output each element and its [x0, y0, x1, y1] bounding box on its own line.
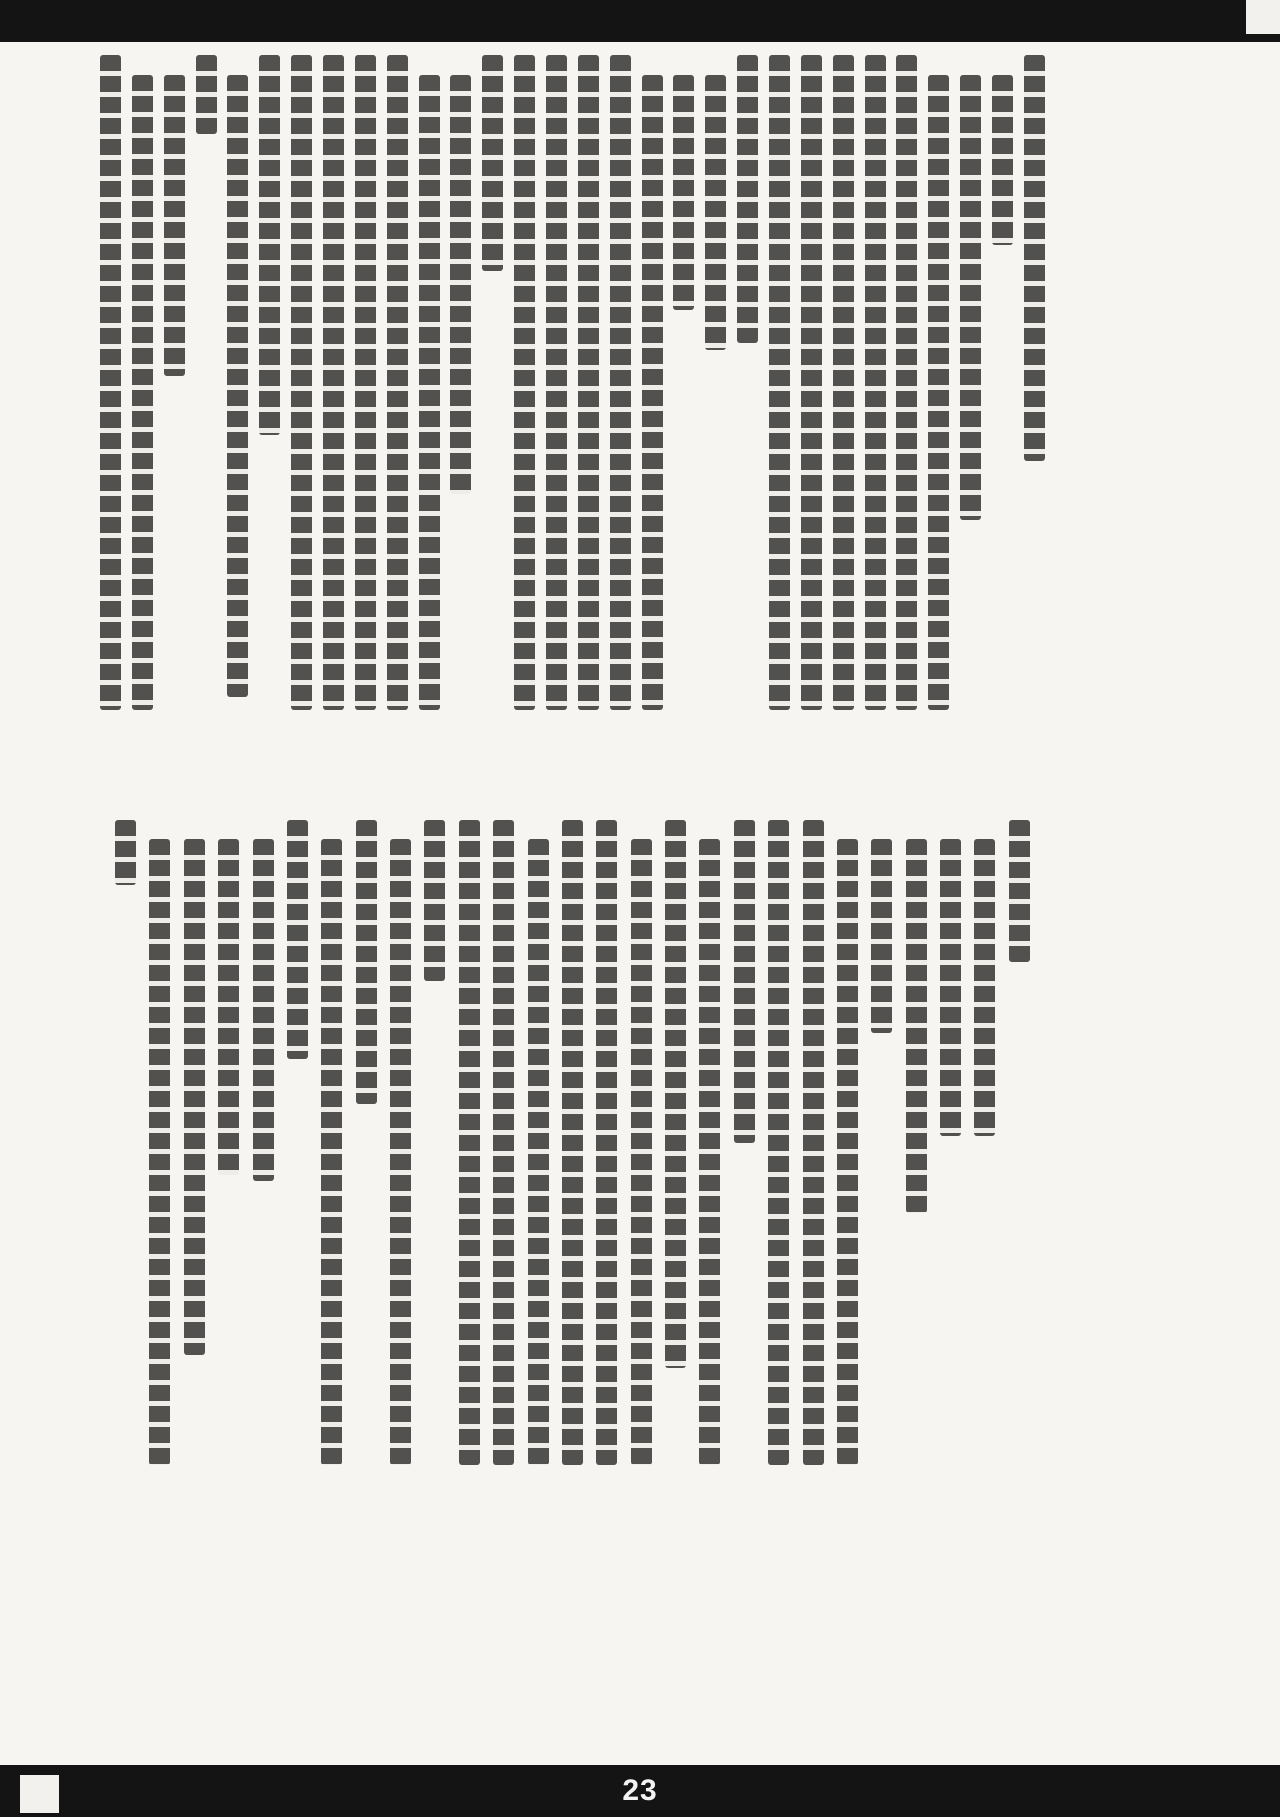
text-column-redacted [610, 55, 631, 710]
text-column-redacted [768, 820, 789, 1465]
text-column-redacted [287, 820, 308, 1465]
text-column-redacted [940, 820, 961, 1465]
text-column-redacted [115, 820, 136, 1465]
text-column-redacted [1009, 820, 1030, 1465]
text-column-redacted [419, 55, 440, 710]
text-column-redacted [699, 820, 720, 1465]
text-column-redacted [1024, 55, 1045, 710]
text-column-redacted [734, 820, 755, 1465]
text-column-redacted [928, 55, 949, 710]
text-column-redacted [837, 820, 858, 1465]
text-column-redacted [149, 820, 170, 1465]
text-column-redacted [769, 55, 790, 710]
text-column-redacted [323, 55, 344, 710]
text-column-redacted [424, 820, 445, 1465]
text-column-redacted [164, 55, 185, 710]
text-column-redacted [906, 820, 927, 1465]
page-number: 23 [622, 1774, 658, 1807]
text-column-redacted [631, 820, 652, 1465]
text-column-redacted [227, 55, 248, 710]
text-column-redacted [737, 55, 758, 710]
text-column-redacted [321, 820, 342, 1465]
text-column-redacted [196, 55, 217, 710]
text-column-redacted [355, 55, 376, 710]
text-column-redacted [546, 55, 567, 710]
text-column-redacted [896, 55, 917, 710]
text-column-redacted [865, 55, 886, 710]
text-column-redacted [960, 55, 981, 710]
text-column-redacted [673, 55, 694, 710]
top-border-bar [0, 0, 1280, 42]
text-column-redacted [218, 820, 239, 1465]
text-column-redacted [801, 55, 822, 710]
text-column-redacted [387, 55, 408, 710]
corner-notch-bottom-left [20, 1775, 59, 1813]
text-column-redacted [974, 820, 995, 1465]
text-column-redacted [459, 820, 480, 1465]
text-column-redacted [705, 55, 726, 710]
text-column-redacted [291, 55, 312, 710]
corner-notch-top-right [1246, 0, 1280, 34]
text-column-redacted [184, 820, 205, 1465]
bottom-border-bar [0, 1765, 1280, 1817]
text-column-redacted [514, 55, 535, 710]
text-column-redacted [833, 55, 854, 710]
text-column-redacted [665, 820, 686, 1465]
text-column-redacted [562, 820, 583, 1465]
text-column-redacted [482, 55, 503, 710]
text-column-redacted [356, 820, 377, 1465]
text-column-redacted [253, 820, 274, 1465]
text-column-redacted [450, 55, 471, 710]
lower-text-block [115, 820, 1030, 1465]
text-column-redacted [100, 55, 121, 710]
text-column-redacted [132, 55, 153, 710]
text-column-redacted [596, 820, 617, 1465]
text-column-redacted [871, 820, 892, 1465]
text-column-redacted [493, 820, 514, 1465]
text-column-redacted [528, 820, 549, 1465]
text-column-redacted [642, 55, 663, 710]
text-column-redacted [259, 55, 280, 710]
text-column-redacted [803, 820, 824, 1465]
text-column-redacted [390, 820, 411, 1465]
text-column-redacted [992, 55, 1013, 710]
text-column-redacted [578, 55, 599, 710]
upper-text-block [100, 55, 1045, 710]
